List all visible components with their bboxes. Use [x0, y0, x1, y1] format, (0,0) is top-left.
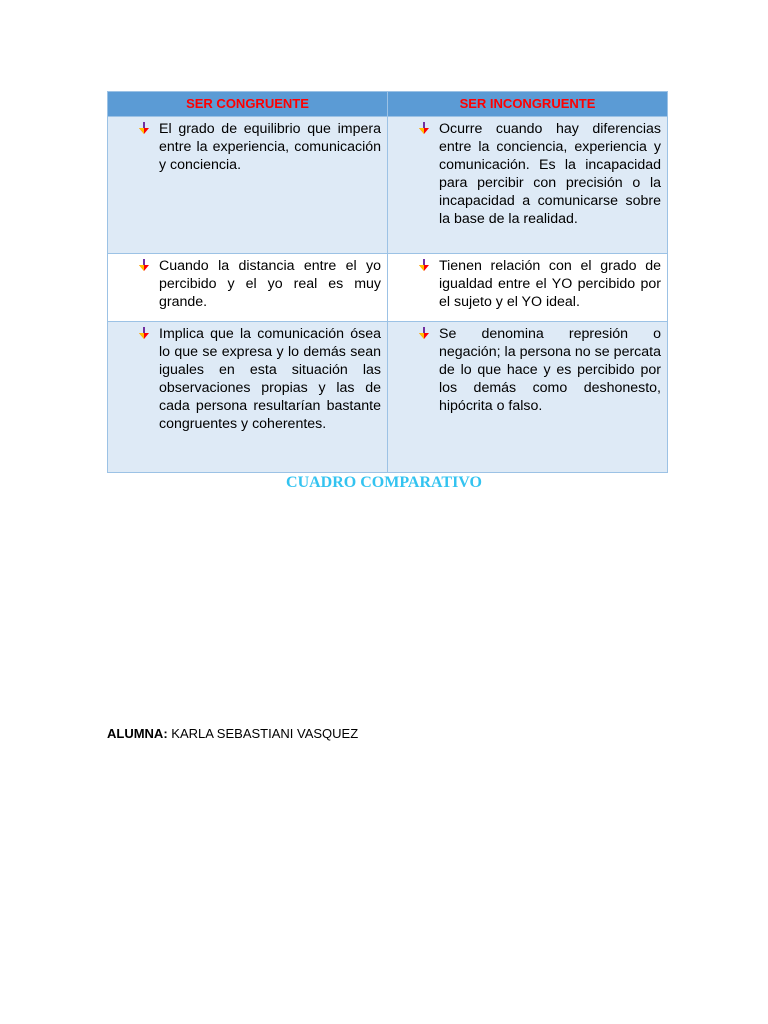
header-ser-incongruente: SER INCONGRUENTE — [388, 92, 668, 117]
table-cell — [108, 254, 388, 322]
arrow-down-bullet-icon — [138, 122, 150, 135]
table-caption: CUADRO COMPARATIVO — [286, 474, 482, 491]
cell-text: Ocurre cuando hay diferencias entre la conciencia, experiencia y comunicación. Es la incapacidad para percibir con precisión o la incapacidad a comunicarse sobre la base de la realidad. — [439, 121, 661, 227]
table-row — [108, 322, 668, 473]
arrow-down-bullet-icon — [138, 327, 150, 340]
arrow-down-bullet-icon — [418, 327, 430, 340]
cell-text: Se denomina represión o negación; la persona no se percata de lo que hace y es percibido por los demás como deshonesto, hipócrita o falso. — [439, 326, 661, 414]
table-cell — [388, 117, 668, 254]
table-cell — [388, 254, 668, 322]
table-row — [108, 254, 668, 322]
student-label: ALUMNA: — [107, 726, 168, 741]
table-header-row — [108, 92, 668, 117]
student-line — [107, 726, 358, 741]
cell-text: El grado de equilibrio que impera entre la experiencia, comunicación y conciencia. — [159, 121, 381, 173]
arrow-down-bullet-icon — [418, 259, 430, 272]
comparison-table — [107, 91, 668, 473]
cell-text: Tienen relación con el grado de igualdad entre el YO percibido por el sujeto y el YO ideal. — [439, 258, 661, 310]
header-ser-congruente: SER CONGRUENTE — [108, 92, 388, 117]
table-cell — [108, 322, 388, 473]
cell-text: Cuando la distancia entre el yo percibido y el yo real es muy grande. — [159, 258, 381, 310]
arrow-down-bullet-icon — [138, 259, 150, 272]
cell-text: Implica que la comunicación ósea lo que se expresa y lo demás sean iguales en esta situación las observaciones propias y las de cada persona resultarían bastante congruentes y coherentes. — [159, 326, 381, 432]
table-cell — [108, 117, 388, 254]
table-row — [108, 117, 668, 254]
table-cell — [388, 322, 668, 473]
student-name: KARLA SEBASTIANI VASQUEZ — [171, 726, 359, 741]
arrow-down-bullet-icon — [418, 122, 430, 135]
